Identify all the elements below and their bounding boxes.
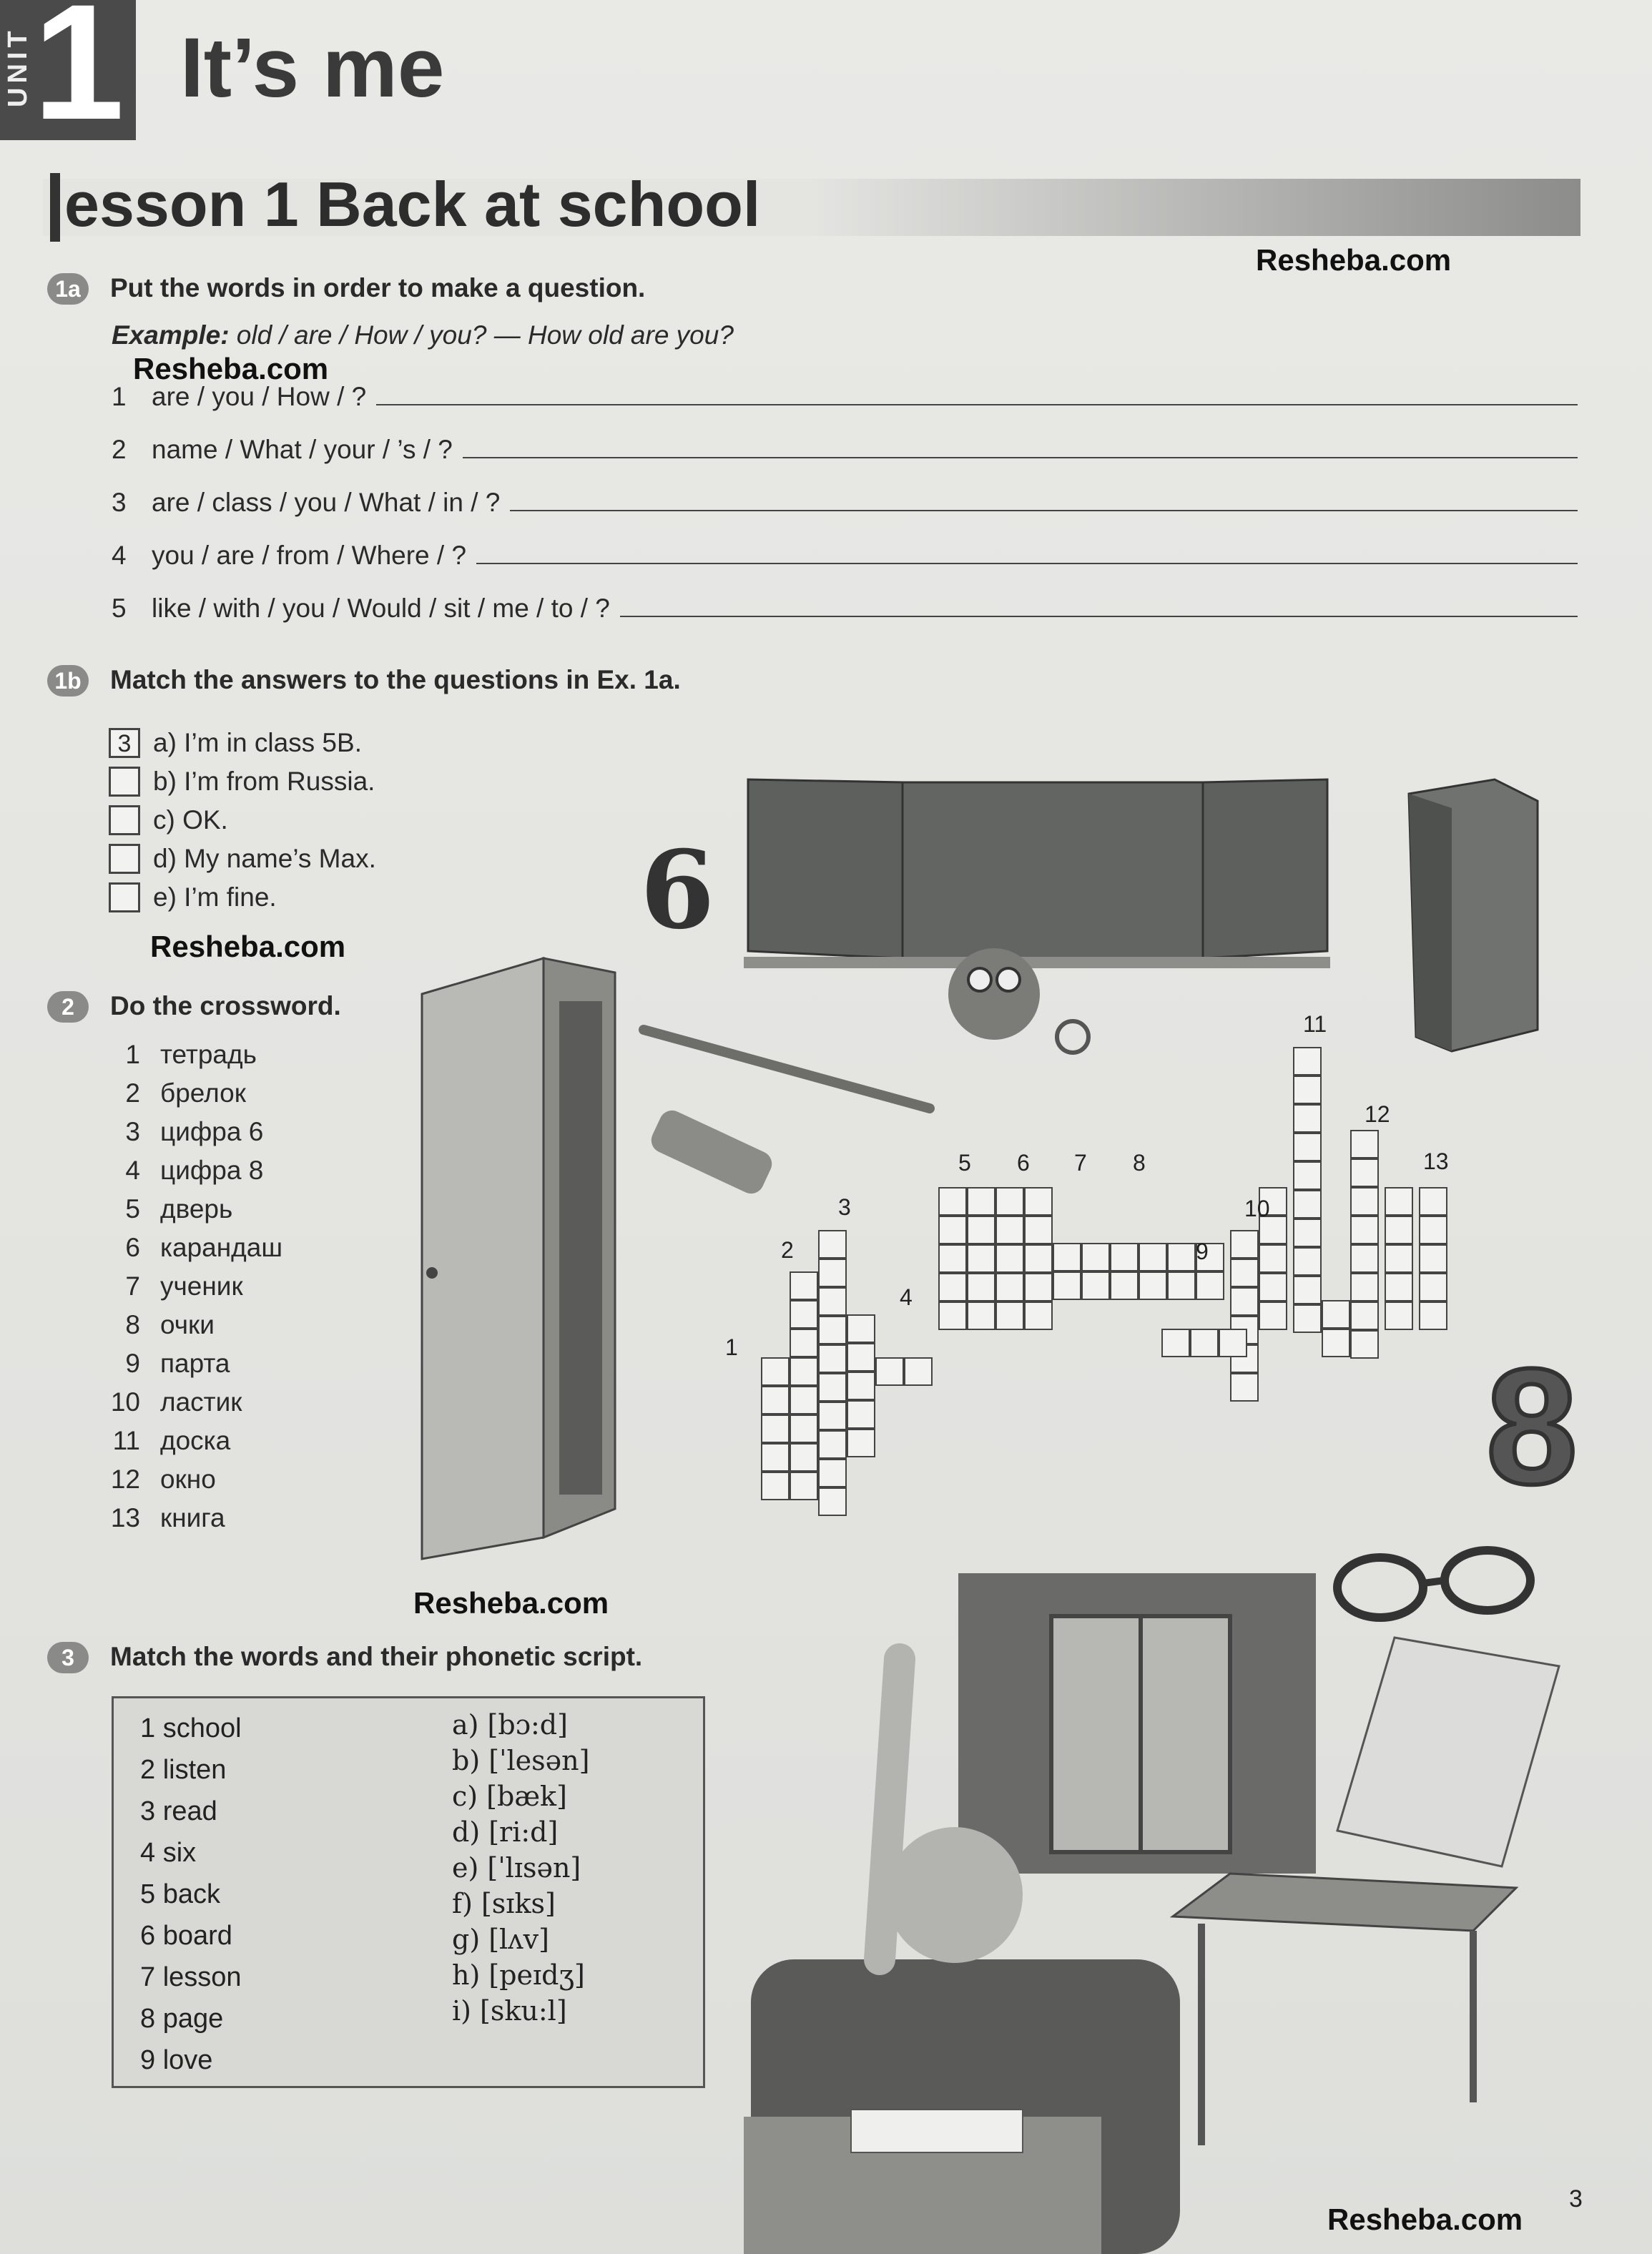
- crossword-cell[interactable]: [790, 1386, 818, 1414]
- phonetic-word: 4 six: [140, 1838, 197, 1868]
- crossword-cell[interactable]: [1259, 1244, 1287, 1273]
- crossword-cell[interactable]: [1190, 1329, 1219, 1357]
- exercise-number-3: 3: [47, 1642, 89, 1673]
- eraser-illustration: [647, 1106, 776, 1198]
- question-text: are / you / How / ?: [152, 382, 367, 411]
- crossword-cell[interactable]: [1350, 1330, 1379, 1359]
- crossword-cell[interactable]: [1139, 1271, 1167, 1300]
- crossword-cell[interactable]: [1419, 1273, 1447, 1301]
- crossword-cell[interactable]: [847, 1429, 875, 1457]
- page-number: 3: [1569, 2185, 1583, 2213]
- crossword-cell[interactable]: [1293, 1276, 1322, 1304]
- phonetic-script: i) [sku:l]: [452, 1995, 567, 2027]
- crossword-cell[interactable]: [967, 1187, 995, 1216]
- crossword-cell[interactable]: [790, 1443, 818, 1472]
- crossword-cell[interactable]: [1350, 1216, 1379, 1244]
- crossword-cell[interactable]: [1350, 1273, 1379, 1301]
- crossword-cell[interactable]: [1350, 1244, 1379, 1273]
- phonetic-script: b) [ˈlesən]: [452, 1745, 590, 1776]
- crossword-number: 12: [1365, 1101, 1390, 1127]
- crossword-number: 4: [900, 1284, 913, 1310]
- crossword-cell[interactable]: [1385, 1301, 1413, 1330]
- crossword-cell[interactable]: [818, 1287, 847, 1316]
- exercise-number-2: 2: [47, 991, 89, 1023]
- answer-option: 3 a) I’m in class 5B.: [109, 728, 362, 758]
- crossword-cell[interactable]: [995, 1273, 1024, 1301]
- crossword-cell[interactable]: [818, 1316, 847, 1344]
- crossword-cell[interactable]: [818, 1230, 847, 1259]
- crossword-cell[interactable]: [1350, 1130, 1379, 1158]
- crossword-cell[interactable]: [938, 1273, 967, 1301]
- crossword-cell[interactable]: [1350, 1158, 1379, 1187]
- crossword-cell[interactable]: [1081, 1271, 1110, 1300]
- answer-option: d) My name’s Max.: [109, 844, 376, 874]
- crossword-cell[interactable]: [1230, 1373, 1259, 1402]
- crossword-clue: 9 парта: [125, 1349, 230, 1378]
- crossword-cell[interactable]: [1293, 1304, 1322, 1333]
- watermark: Resheba.com: [413, 1586, 609, 1620]
- crossword-cell[interactable]: [1293, 1047, 1322, 1076]
- phonetic-word: 1 school: [140, 1713, 242, 1743]
- crossword-cell[interactable]: [1322, 1300, 1350, 1329]
- crossword-cell[interactable]: [761, 1414, 790, 1443]
- crossword-cell[interactable]: [875, 1357, 904, 1386]
- phonetic-word: 5 back: [140, 1879, 220, 1909]
- question-text: you / are / from / Where / ?: [152, 541, 467, 570]
- question-text: like / with / you / Would / sit / me / to / ?: [152, 594, 610, 623]
- phonetic-word: 6 board: [140, 1921, 232, 1951]
- number-six-picture: 6: [640, 827, 715, 953]
- crossword-cell[interactable]: [818, 1487, 847, 1516]
- crossword-cell[interactable]: [938, 1244, 967, 1273]
- crossword-cell[interactable]: [1230, 1287, 1259, 1316]
- crossword-cell[interactable]: [761, 1357, 790, 1386]
- question-line: 5 like / with / you / Would / sit / me / to / ?: [112, 594, 1578, 624]
- crossword-cell[interactable]: [847, 1372, 875, 1400]
- crossword-cell[interactable]: [818, 1344, 847, 1373]
- crossword-cell[interactable]: [967, 1244, 995, 1273]
- crossword-cell[interactable]: [1385, 1216, 1413, 1244]
- crossword-cell[interactable]: [1024, 1187, 1053, 1216]
- crossword-cell[interactable]: [995, 1244, 1024, 1273]
- crossword-cell[interactable]: [790, 1414, 818, 1443]
- crossword-cell[interactable]: [790, 1357, 818, 1386]
- crossword-cell[interactable]: [790, 1329, 818, 1357]
- crossword-cell[interactable]: [1419, 1216, 1447, 1244]
- crossword-cell[interactable]: [1230, 1259, 1259, 1287]
- crossword-cell[interactable]: [995, 1187, 1024, 1216]
- crossword-cell[interactable]: [1259, 1301, 1287, 1330]
- crossword-cell[interactable]: [1110, 1271, 1139, 1300]
- crossword-cell[interactable]: [1419, 1244, 1447, 1273]
- crossword-clue: 10 ластик: [110, 1387, 242, 1417]
- crossword-number: 13: [1423, 1148, 1449, 1174]
- crossword-cell[interactable]: [818, 1402, 847, 1430]
- exercise-number-1b: 1b: [47, 665, 89, 697]
- crossword-cell[interactable]: [1293, 1247, 1322, 1276]
- crossword-cell[interactable]: [1293, 1161, 1322, 1190]
- question-line: 4 you / are / from / Where / ?: [112, 541, 1578, 571]
- phonetic-word: 3 read: [140, 1796, 217, 1826]
- crossword-cell[interactable]: [1230, 1230, 1259, 1259]
- crossword-cell[interactable]: [1024, 1273, 1053, 1301]
- crossword-number: 6: [1017, 1150, 1030, 1176]
- pencil-illustration: [644, 1030, 930, 1108]
- crossword-cell[interactable]: [761, 1443, 790, 1472]
- unit-title: It’s me: [180, 21, 445, 115]
- lesson-title: esson 1 Back at school: [64, 169, 761, 240]
- window-illustration: [958, 1573, 1316, 1874]
- unit-number: 1: [33, 0, 124, 154]
- blackboard-illustration: [744, 779, 1330, 968]
- exercise-1a-heading: Put the words in order to make a question.: [110, 273, 646, 302]
- crossword-cell[interactable]: [967, 1216, 995, 1244]
- crossword-clue: 11 доска: [112, 1426, 231, 1455]
- crossword-clue: 6 карандаш: [125, 1233, 283, 1262]
- crossword-cell[interactable]: [1293, 1190, 1322, 1219]
- unit-label: UNIT: [3, 26, 33, 108]
- crossword-cell[interactable]: [761, 1386, 790, 1414]
- book-illustration: [1409, 779, 1538, 1051]
- crossword-cell[interactable]: [1293, 1133, 1322, 1161]
- crossword-number: 8: [1133, 1150, 1146, 1176]
- crossword-clue: 7 ученик: [125, 1271, 243, 1301]
- crossword-number: 3: [838, 1194, 851, 1220]
- crossword-cell[interactable]: [1419, 1301, 1447, 1330]
- phonetic-word: 2 listen: [140, 1755, 227, 1785]
- watermark: Resheba.com: [133, 352, 329, 385]
- crossword-cell[interactable]: [1024, 1301, 1053, 1330]
- example-label: Example:: [112, 320, 230, 350]
- phonetic-script: g) [lʌv]: [452, 1924, 549, 1955]
- watermark: Resheba.com: [1256, 243, 1452, 277]
- crossword-cell[interactable]: [938, 1216, 967, 1244]
- crossword-cell[interactable]: [1139, 1243, 1167, 1271]
- exercise-1b-heading: Match the answers to the questions in Ex. 1a.: [110, 665, 681, 694]
- question-text: name / What / your / ’s / ?: [152, 435, 453, 464]
- phonetic-script: a) [bɔ:d]: [452, 1709, 568, 1741]
- answer-option: c) OK.: [109, 805, 228, 835]
- crossword-cell[interactable]: [790, 1271, 818, 1300]
- crossword-cell[interactable]: [847, 1400, 875, 1429]
- crossword-cell[interactable]: [904, 1357, 933, 1386]
- crossword-cell[interactable]: [1293, 1076, 1322, 1104]
- crossword-cell[interactable]: [818, 1373, 847, 1402]
- crossword-cell[interactable]: [967, 1301, 995, 1330]
- crossword-cell[interactable]: [1293, 1104, 1322, 1133]
- crossword-cell[interactable]: [1053, 1271, 1081, 1300]
- phonetic-script: d) [ri:d]: [452, 1816, 559, 1848]
- crossword-number: 7: [1074, 1150, 1087, 1176]
- answer-box[interactable]: 3: [109, 728, 140, 758]
- crossword-cell[interactable]: [1322, 1329, 1350, 1357]
- crossword-clue: 13 книга: [110, 1503, 225, 1532]
- crossword-cell[interactable]: [1385, 1244, 1413, 1273]
- crossword-cell[interactable]: [1385, 1273, 1413, 1301]
- crossword-clue: 5 дверь: [125, 1194, 233, 1224]
- crossword-number: 9: [1196, 1239, 1209, 1264]
- crossword-cell[interactable]: [1167, 1271, 1196, 1300]
- phonetic-word: 8 page: [140, 2004, 224, 2034]
- crossword-cell[interactable]: [1419, 1187, 1447, 1216]
- question-text: are / class / you / What / in / ?: [152, 488, 501, 517]
- phonetic-script: e) [ˈlɪsən]: [452, 1852, 581, 1884]
- phonetic-script: c) [bæk]: [452, 1781, 567, 1812]
- crossword-cell[interactable]: [1167, 1243, 1196, 1271]
- question-line: 1 are / you / How / ?: [112, 382, 1578, 412]
- crossword-cell[interactable]: [1053, 1243, 1081, 1271]
- crossword-cell[interactable]: [790, 1300, 818, 1329]
- crossword-cell[interactable]: [1110, 1243, 1139, 1271]
- question-line: 3 are / class / you / What / in / ?: [112, 488, 1578, 518]
- notebook-illustration: [1337, 1638, 1559, 1866]
- crossword-cell[interactable]: [1350, 1187, 1379, 1216]
- phonetic-word: 9 love: [140, 2045, 213, 2075]
- crossword-cell[interactable]: [995, 1216, 1024, 1244]
- crossword-number: 10: [1244, 1196, 1270, 1221]
- desk-illustration: [1173, 1874, 1516, 2145]
- watermark: Resheba.com: [1327, 2203, 1523, 2236]
- crossword-cell[interactable]: [1350, 1301, 1379, 1330]
- crossword-cell[interactable]: [938, 1301, 967, 1330]
- glasses-illustration: [1337, 1550, 1530, 1618]
- watermark: Resheba.com: [150, 930, 346, 963]
- exercise-number-1a: 1a: [47, 273, 89, 305]
- exercise-3-heading: Match the words and their phonetic script.: [110, 1642, 643, 1671]
- phonetic-script: f) [sɪks]: [452, 1888, 556, 1919]
- crossword-cell[interactable]: [1259, 1273, 1287, 1301]
- crossword-cell[interactable]: [1219, 1329, 1247, 1357]
- crossword-cell[interactable]: [1161, 1329, 1190, 1357]
- crossword-cell[interactable]: [1385, 1187, 1413, 1216]
- crossword-cell[interactable]: [818, 1430, 847, 1459]
- phonetic-script: h) [peɪdʒ]: [452, 1959, 585, 1991]
- answer-option: b) I’m from Russia.: [109, 767, 375, 797]
- crossword-clue: 2 брелок: [125, 1078, 246, 1108]
- example-text: old / are / How / you? — How old are you?: [229, 320, 734, 350]
- crossword-cell[interactable]: [847, 1314, 875, 1343]
- crossword-number: 2: [781, 1237, 794, 1263]
- crossword-cell[interactable]: [790, 1472, 818, 1500]
- crossword-cell[interactable]: [1196, 1271, 1224, 1300]
- crossword-number: 1: [725, 1334, 738, 1360]
- exercise-2-heading: Do the crossword.: [110, 991, 341, 1020]
- crossword-cell[interactable]: [1024, 1216, 1053, 1244]
- crossword-cell[interactable]: [818, 1459, 847, 1487]
- crossword-cell[interactable]: [847, 1343, 875, 1372]
- crossword-clue: 12 окно: [110, 1465, 216, 1494]
- crossword-cell[interactable]: [1024, 1244, 1053, 1273]
- door-illustration: [422, 958, 615, 1559]
- number-eight-picture: 8: [1486, 1334, 1578, 1518]
- crossword-cell[interactable]: [1293, 1219, 1322, 1247]
- crossword-cell[interactable]: [761, 1472, 790, 1500]
- crossword-clue: 3 цифра 6: [125, 1117, 264, 1146]
- crossword-clue: 4 цифра 8: [125, 1156, 264, 1185]
- crossword-cell[interactable]: [995, 1301, 1024, 1330]
- crossword-number: 11: [1303, 1011, 1327, 1037]
- crossword-cell[interactable]: [818, 1259, 847, 1287]
- crossword-cell[interactable]: [1081, 1243, 1110, 1271]
- crossword-cell[interactable]: [967, 1273, 995, 1301]
- crossword-cell[interactable]: [938, 1187, 967, 1216]
- crossword-clue: 8 очки: [125, 1310, 215, 1339]
- answer-option: e) I’m fine.: [109, 882, 277, 912]
- phonetic-word: 7 lesson: [140, 1962, 242, 1992]
- crossword-clue: 1 тетрадь: [125, 1040, 257, 1069]
- question-line: 2 name / What / your / ’s / ?: [112, 435, 1578, 465]
- crossword-number: 5: [958, 1150, 971, 1176]
